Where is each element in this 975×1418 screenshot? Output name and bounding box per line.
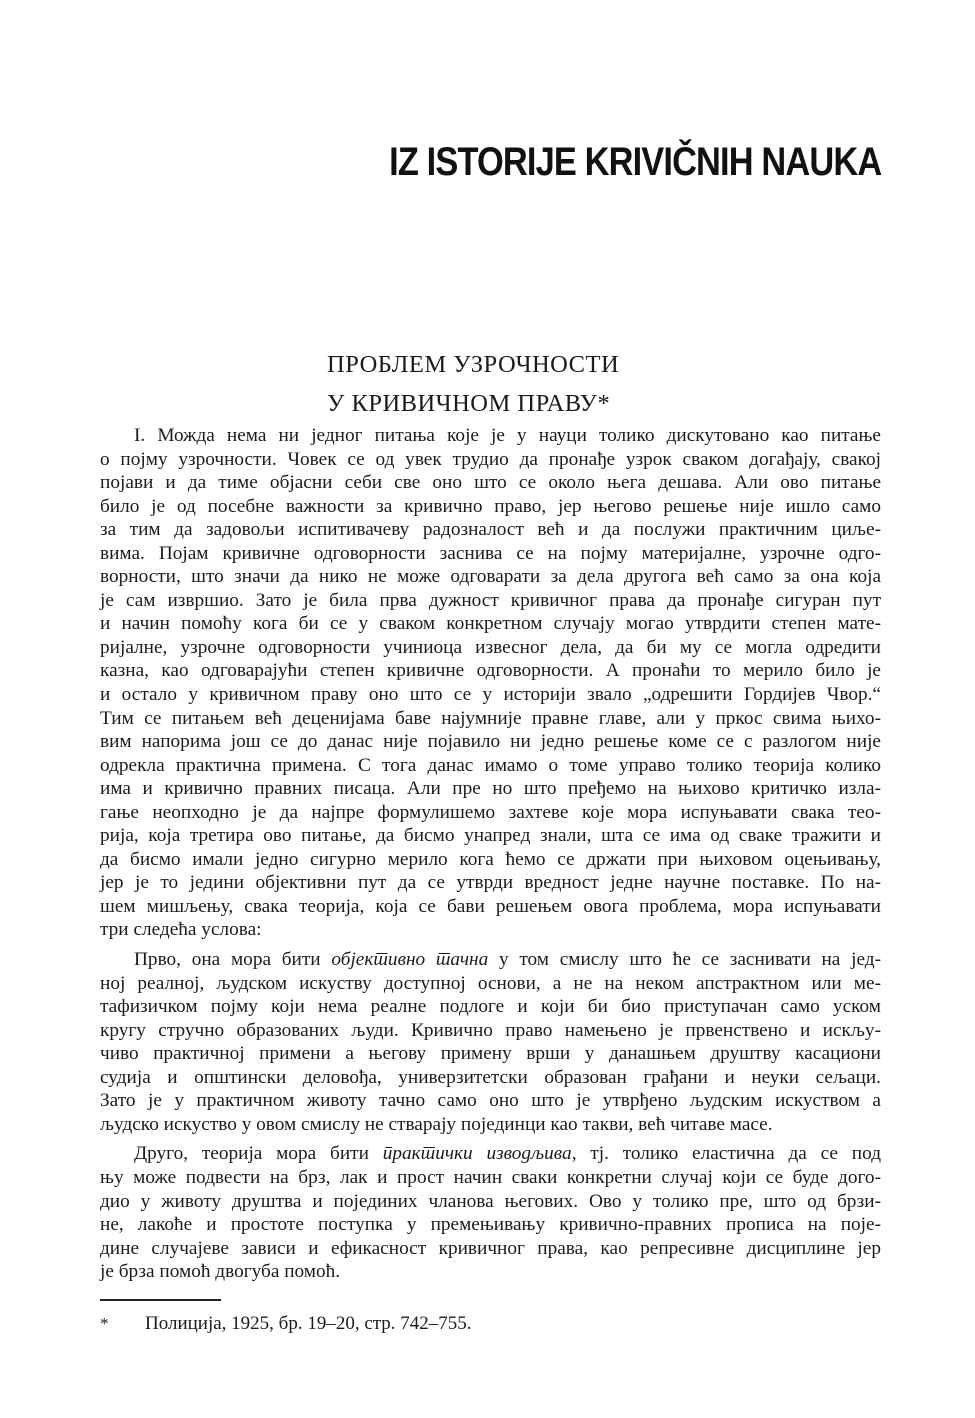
text-line: појави и да тиме објасни себи све оно што се около њега дешава. Али ово питање (100, 472, 881, 494)
text-line: и остало у кривичном праву оно што се у историји звало „одрешити Гордијев Чвор.“ (100, 684, 881, 706)
text-line: тафизичком појму који нема реалне подлоге и који би био приступачан само уском (100, 996, 881, 1018)
text-line: Зато је у практичном животу тачно само оно што је утврђено људским искуством а (100, 1090, 881, 1112)
text-line: шем мишљењу, свака теорија, која се бави решењем овога проблема, мора испуњавати (100, 895, 881, 917)
text-line: казна, као одговарајући степен кривичне одговорности. А пронаћи то мерило било је (100, 660, 881, 682)
text-line: ријалне, узрочне одговорности учиниоца извесног дела, да би му се могла одредити (100, 636, 881, 658)
text-line: вима. Појам кривичне одговорности заснива се на појму материјалне, узрочне одго- (100, 542, 881, 564)
text-line: о појму узрочности. Човек се од увек трудио да пронађе узрок сваком догађају, свакој (100, 448, 881, 470)
text-line: је брза помоћ двогуба помоћ. (100, 1261, 341, 1283)
footnote-text: Полиција, 1925, бр. 19–20, стр. 742–755. (145, 1313, 472, 1334)
footnote (100, 1312, 881, 1336)
text-line: је сам извршио. Зато је била прва дужност кривичног права да пронађе сигуран пут (100, 589, 881, 611)
article-body (100, 424, 881, 1284)
text-line: кругу стручно образованих људи. Кривично право намењено је првенствено и искљу- (100, 1019, 881, 1041)
text-line: не, лакоће и простоте поступка у премењивању кривично-правних прописа на поје- (100, 1214, 881, 1236)
text-line: за тим да задовољи испитивачеву радозналост већ и да послужи практичним циље- (100, 519, 881, 541)
text-line: чиво практичној примени а његову примену врши у данашњем друштву касациони (100, 1043, 881, 1065)
text-line: ворности, што значи да нико не може одговарати за дела другога већ само за она која (100, 566, 881, 588)
text-line: рија, која третира ово питање, да бисмо унапред знали, шта се има од сваке тражити и (100, 825, 881, 847)
text-line: и начин помоћу кога би се у сваком конкретном случају могао утврдити степен мате- (100, 613, 881, 635)
text-line: људско искуство у овом смислу не стварају појединци као такви, већ читаве масе. (100, 1113, 773, 1135)
text-line: има и кривично правних писаца. Али пре но што пређемо на њихово критичко изла- (100, 778, 881, 800)
article-heading-line-2: У КРИВИЧНОМ ПРАВУ* (327, 389, 611, 417)
paragraph-3 (100, 1142, 881, 1283)
paragraph-1 (100, 424, 881, 942)
text-line: три следећа услова: (100, 919, 262, 941)
paragraph-2 (100, 948, 881, 1136)
article-heading-line-1: ПРОБЛЕМ УЗРОЧНОСТИ (327, 351, 620, 378)
article-heading (327, 346, 619, 423)
text-line: гање неопходно је да најпре формулишемо захтеве које мора испуњавати свака тео- (100, 801, 881, 823)
footnote-marker: * (100, 1314, 109, 1333)
text-line: вим напорима још се до данас није појавило ни једно решење коме се с разлогом није (100, 731, 881, 753)
text-line: ној реалној, људском искуству доступној основи, а не на неком апстрактном или ме- (100, 972, 881, 994)
text-line: I. Можда нема ни једног питања које је у науци толико дискутовано као питање (134, 425, 881, 446)
text-line: одрекла практична примена. С тога данас имамо о томе управо толико теорија колико (100, 754, 881, 776)
text-line: Друго, теорија мора бити практички изводљива, тј. толико еластична да се под (134, 1143, 882, 1165)
text-line: Прво, она мора бити објективно тачна у том смислу што ће се заснивати на јед- (134, 949, 881, 971)
text-line: њу може подвести на брз, лак и прост начин сваки конкретни случај који се буде дого- (100, 1166, 881, 1188)
text-line: судија и општински деловођа, универзитетски образован грађани и неуки сељаци. (100, 1066, 881, 1088)
text-line: дине случајеве зависи и ефикасност кривичног права, као репресивне дисциплине јер (100, 1237, 881, 1259)
text-line: дио у животу друштва и појединих чланова његових. Ово у толико пре, што од брзи- (100, 1190, 881, 1212)
page-kicker-title: IZ ISTORIJE KRIVIČNIH NAUKA (388, 140, 881, 184)
text-line: било је од посебне важности за кривично право, јер његово решење није ишло само (100, 495, 881, 517)
text-line: да бисмо имали једно сигурно мерило кога ћемо се држати при њиховом оцењивању, (100, 848, 881, 870)
text-line: јер је то једини објективни пут да се утврди вредност једне научне поставке. По на- (100, 872, 881, 894)
footnote-separator-rule (100, 1299, 221, 1301)
text-line: Тим се питањем већ деценијама баве најумније правне главе, али у пркос свима њихо- (100, 707, 881, 729)
